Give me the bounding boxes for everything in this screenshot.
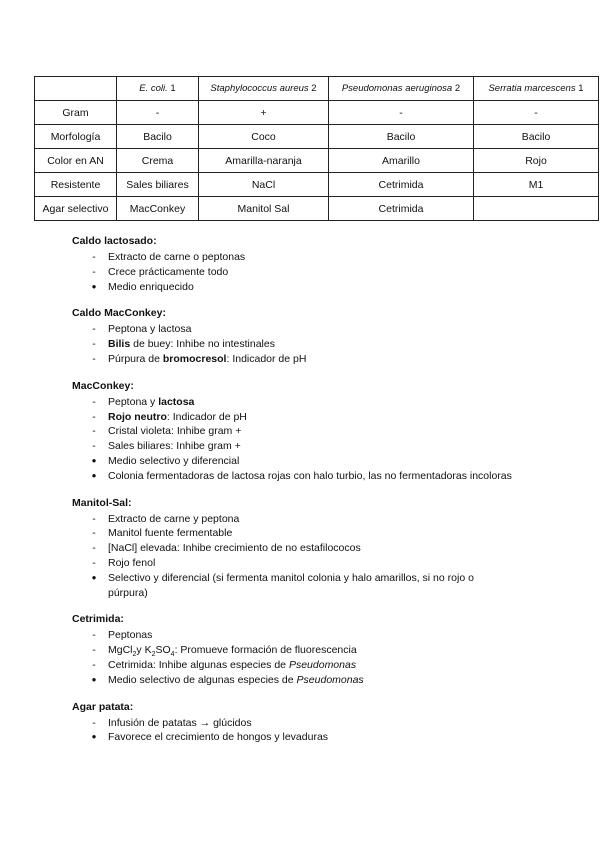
section-caldo-macconkey — [72, 306, 512, 366]
table-cell: Amarillo — [329, 149, 474, 173]
list-item: - Extracto de carne o peptonas — [72, 250, 512, 265]
list-item: - Infusión de patatas → glúcidos — [72, 716, 512, 731]
list-item: ● Selectivo y diferencial (si fermenta manitol colonia y halo amarillos, si no rojo o púrpura) — [72, 571, 512, 601]
dash-bullet-icon: - — [92, 323, 96, 336]
row-label: Color en AN — [35, 149, 117, 173]
section-macconkey — [72, 379, 512, 484]
section-caldo-lactosado — [72, 234, 512, 294]
list-item: - Cristal violeta: Inhibe gram + — [72, 424, 512, 439]
list-item: - Peptonas — [72, 628, 512, 643]
header-staphylococcus-aureus: Staphylococcus aureus 2 — [199, 77, 329, 101]
dot-bullet-icon: ● — [91, 674, 97, 684]
list-item: - Cetrimida: Inhibe algunas especies de Pseudomonas — [72, 658, 512, 673]
dot-bullet-icon: ● — [91, 732, 97, 742]
table-cell: Cetrimida — [329, 197, 474, 221]
table-row-gram — [35, 101, 599, 125]
list-item: - Manitol fuente fermentable — [72, 526, 512, 541]
table-cell: Bacilo — [329, 125, 474, 149]
row-label: Agar selectivo — [35, 197, 117, 221]
list-item: - [NaCl] elevada: Inhibe crecimiento de no estafilococos — [72, 541, 512, 556]
dash-bullet-icon: - — [92, 556, 96, 569]
dash-bullet-icon: - — [92, 440, 96, 453]
dash-bullet-icon: - — [92, 338, 96, 351]
dash-bullet-icon: - — [92, 716, 96, 729]
dash-bullet-icon: - — [92, 251, 96, 263]
table-row-agar — [35, 197, 599, 221]
dash-bullet-icon: - — [92, 265, 96, 278]
table-cell: - — [117, 101, 199, 125]
list-item: ● Medio enriquecido — [72, 280, 512, 295]
dash-bullet-icon: - — [92, 629, 96, 642]
dash-bullet-icon: - — [92, 644, 96, 657]
table-cell: Cetrimida — [329, 173, 474, 197]
dash-bullet-icon: - — [92, 512, 96, 525]
section-title: MacConkey: — [72, 379, 134, 392]
list-item: - Rojo neutro: Indicador de pH — [72, 410, 512, 425]
table-cell: - — [329, 101, 474, 125]
dash-bullet-icon: - — [92, 410, 96, 423]
section-title: Cetrimida: — [72, 613, 124, 626]
list-item: - Crece prácticamente todo — [72, 265, 512, 280]
list-item: - Peptona y lactosa — [72, 322, 512, 337]
dash-bullet-icon: - — [92, 658, 96, 671]
table-cell: + — [199, 101, 329, 125]
dash-bullet-icon: - — [92, 352, 96, 365]
table-cell — [474, 197, 599, 221]
section-manitol-sal — [72, 496, 512, 601]
table-cell: Manitol Sal — [199, 197, 329, 221]
list-item: - Bilis de buey: Inhibe no intestinales — [72, 337, 512, 352]
dot-bullet-icon: ● — [91, 470, 97, 480]
table-row-resistente — [35, 173, 599, 197]
table-row-morfologia — [35, 125, 599, 149]
bacteria-comparison-table — [34, 76, 599, 221]
dash-bullet-icon: - — [92, 395, 96, 408]
table-cell: Rojo — [474, 149, 599, 173]
table-cell: MacConkey — [117, 197, 199, 221]
dash-bullet-icon: - — [92, 425, 96, 438]
dot-bullet-icon: ● — [91, 455, 97, 465]
section-title: Caldo MacConkey: — [72, 307, 166, 320]
table-cell: Sales biliares — [117, 173, 199, 197]
table-cell: Amarilla-naranja — [199, 149, 329, 173]
header-e-coli: E. coli. 1 — [117, 77, 199, 101]
table-cell: M1 — [474, 173, 599, 197]
culture-media-notes — [72, 234, 512, 757]
table-cell: Coco — [199, 125, 329, 149]
section-title: Caldo lactosado: — [72, 235, 157, 247]
section-cetrimida — [72, 612, 512, 687]
dot-bullet-icon: ● — [91, 572, 97, 582]
list-item: - Rojo fenol — [72, 556, 512, 571]
table-corner-cell — [35, 77, 117, 101]
section-title: Agar patata: — [72, 700, 134, 713]
section-title: Manitol-Sal: — [72, 496, 132, 509]
row-label: Gram — [35, 101, 117, 125]
dash-bullet-icon: - — [92, 542, 96, 555]
row-label: Resistente — [35, 173, 117, 197]
list-item: - MgCl$_2$y $K_2SO_4$: Promueve formación de fluorescencia — [72, 643, 512, 658]
list-item: - Sales biliares: Inhibe gram + — [72, 439, 512, 454]
list-item: - Púrpura de bromocresol: Indicador de pH — [72, 352, 512, 367]
list-item: - Peptona y lactosa — [72, 395, 512, 410]
list-item: ● Medio selectivo y diferencial — [72, 454, 512, 469]
header-pseudomonas-aeruginosa: Pseudomonas aeruginosa 2 — [329, 77, 474, 101]
table-cell: Crema — [117, 149, 199, 173]
table-header-row — [35, 77, 599, 101]
table-cell: Bacilo — [474, 125, 599, 149]
header-serratia-marcescens: Serratia marcescens 1 — [474, 77, 599, 101]
table-cell: Bacilo — [117, 125, 199, 149]
dash-bullet-icon: - — [92, 527, 96, 540]
list-item: ● Favorece el crecimiento de hongos y levaduras — [72, 730, 512, 745]
list-item: ● Colonia fermentadoras de lactosa rojas con halo turbio, las no fermentadoras incoloras — [72, 469, 512, 484]
table-cell: - — [474, 101, 599, 125]
list-item: ● Medio selectivo de algunas especies de Pseudomonas — [72, 673, 512, 688]
table-row-color — [35, 149, 599, 173]
section-agar-patata — [72, 700, 512, 746]
dot-bullet-icon: ● — [91, 281, 97, 291]
table-cell: NaCl — [199, 173, 329, 197]
list-item: - Extracto de carne y peptona — [72, 512, 512, 527]
row-label: Morfología — [35, 125, 117, 149]
